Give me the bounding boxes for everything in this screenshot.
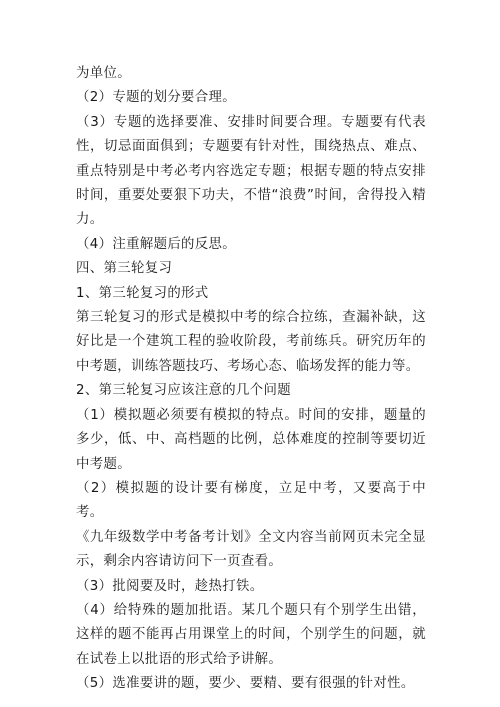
paragraph-issue-2: （2）模拟题的设计要有梯度，立足中考，又要高于中考。	[76, 480, 426, 521]
document-body	[76, 62, 426, 697]
paragraph-issue-5: （5）选准要讲的题，要少、要精、要有很强的针对性。	[76, 676, 415, 692]
paragraph-form-description: 第三轮复习的形式是模拟中考的综合拉练，查漏补缺，这好比是一个建筑工程的验收阶段，考前练兵。研究历年的中考题，训练答题技巧、考场心态、临场发挥的能力等。	[76, 310, 426, 374]
paragraph-item-4: （4）注重解题后的反思。	[76, 236, 237, 252]
subheading-issues: 2、第三轮复习应该注意的几个问题	[76, 383, 291, 399]
paragraph-issue-3: （3）批阅要及时，趁热打铁。	[76, 578, 264, 594]
paragraph-continuation: 为单位。	[76, 66, 131, 81]
subheading-form: 1、第三轮复习的形式	[76, 285, 209, 301]
paragraph-notice: 《九年级数学中考备考计划》全文内容当前网页未完全显示，剩余内容请访问下一页查看。	[76, 529, 426, 570]
paragraph-issue-1: （1）模拟题必须要有模拟的特点。时间的安排，题量的多少，低、中、高档题的比例，总体难度的控制等要切近中考题。	[76, 407, 426, 472]
paragraph-item-2: （2）专题的划分要合理。	[76, 90, 237, 106]
paragraph-item-3: （3）专题的选择要准、安排时间要合理。专题要有代表性，切忌面面俱到；专题要有针对性，围绕热点、难点、重点特别是中考必考内容选定专题；根据专题的特点安排时间，重要处要狠下功夫，不惜“浪费”时间，舍得投入精力。	[76, 114, 426, 228]
paragraph-issue-4: （4）给特殊的题加批语。某几个题只有个别学生出错，这样的题不能再占用课堂上的时间，个别学生的问题，就在试卷上以批语的形式给予讲解。	[76, 602, 426, 667]
section-heading-third-round: 四、第三轮复习	[76, 261, 173, 277]
